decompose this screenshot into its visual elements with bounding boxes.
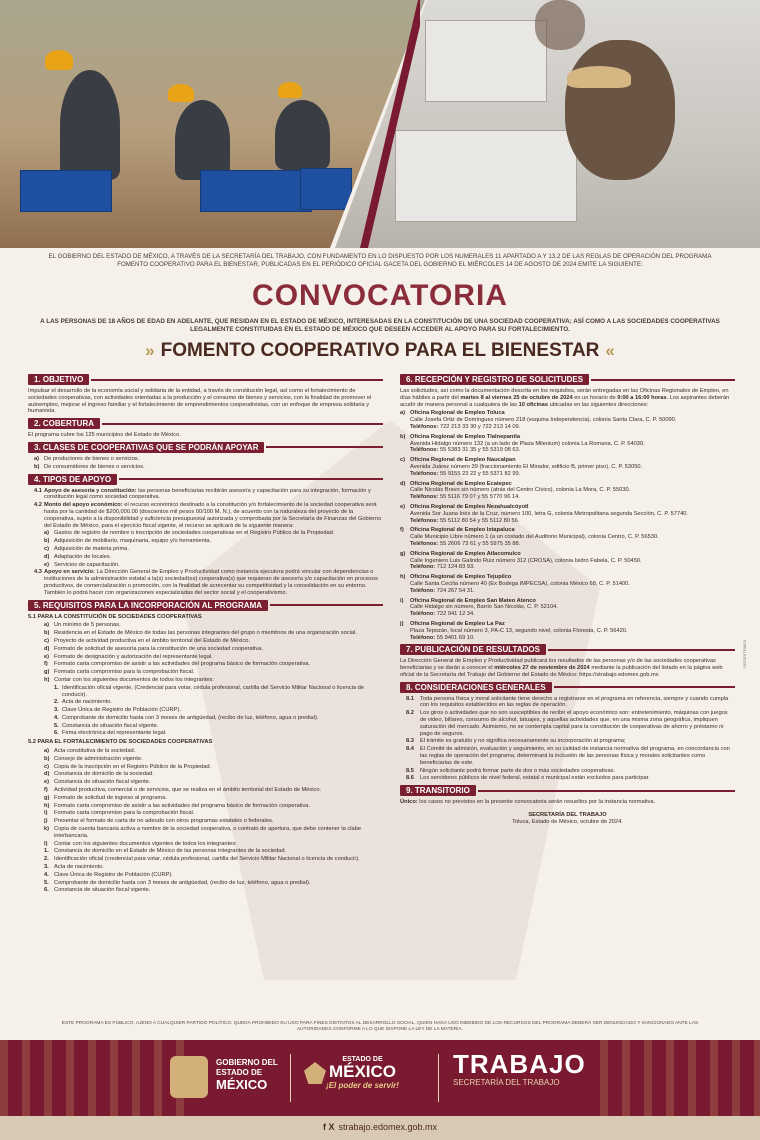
office-address: Avenida Sor Juana Inés de la Cruz, número 100, letra G, colonia Metropolitana segunda Sección, C. P. 57740.	[410, 510, 689, 517]
logo-text: MÉXICO	[328, 1062, 397, 1081]
header-photos	[0, 0, 760, 248]
office-phone: Teléfonos: 55 5383 31 35 y 55 5319 08 63.	[410, 447, 521, 454]
office-name: Oficina Regional de Empleo Tlalnepantla	[410, 433, 520, 440]
list-item: Constancia de situación fiscal vigente.	[54, 779, 151, 786]
section-label: 6. RECEPCIÓN Y REGISTRO DE SOLICITUDES	[400, 374, 589, 385]
office-phone: Teléfonos: 55 5112 80 54 y 55 5112 80 56.	[410, 517, 520, 524]
list-item: Consejo de administración vigente.	[54, 755, 143, 762]
section-clases: 3. CLASES DE COOPERATIVAS QUE SE PODRÁN APOYAR a) De productores de bienes o servicios. b) De consumidores de bienes o servicios.	[28, 442, 383, 471]
office-item: j) Oficina Regional de Empleo La Paz Plaza Tepozán, local número 3, PA-C 13, segundo nivel, colonia Floresta, C. P. 56420. Teléfono: 55 9401 69 10.	[400, 620, 628, 641]
section-label: 5. REQUISITOS PARA LA INCORPORACIÓN AL PROGRAMA	[28, 600, 268, 611]
office-item: f) Oficina Regional de Empleo Ixtapaluca Calle Municipio Libre número 1 (a un costado del Auditorio Municipal), colonia Centro, C. P. 56530. Teléfonos: 55 2606 73 61 y 55 5975 35 88.	[400, 527, 659, 547]
office-phone: Teléfonos: 55 2606 73 61 y 55 5975 35 88.	[410, 540, 521, 547]
list-item: Constancia de domicilio de la sociedad.	[54, 771, 154, 778]
consideration-item: 8.6 Los servidores públicos de nivel federal, estatal o municipal están excluidos para participar.	[406, 775, 650, 782]
social-icons[interactable]: f X	[322, 1122, 335, 1132]
consideration-item: 8.4 El Comité de admisión, evaluación y seguimiento, en su calidad de instancia normativa del programa, en concordancia con las reglas de operación del programa; determinará la inclusión de las personas física y morales solicitantes como beneficiarias de este.	[406, 746, 730, 766]
offices-list	[400, 410, 735, 641]
office-phone: Teléfonos: 55 5116 79 07 y 55 5770 96 14.	[410, 494, 520, 501]
list-item: Clave Única de Registro de Población (CURP).	[54, 871, 173, 878]
office-address: Calle Josefa Ortiz de Domínguez número 218 (esquina Independencia), colonia Santa Clara, C. P. 50090.	[410, 417, 677, 424]
chevron-left-icon: »	[145, 341, 155, 360]
office-address: Calle Santa Cecilia número 40 (Ex Bodega IMPECSA), colonia México 68, C. P. 51400.	[410, 580, 630, 587]
section-requisitos: 5. REQUISITOS PARA LA INCORPORACIÓN AL PROGRAMA 5.1 PARA LA CONSTITUCIÓN DE SOCIEDADES COOPERATIVAS a) Un mínimo de 5 personas. b) Residencia en el Estado de México de todas las personas integrantes del grupo o miembros de una organización social. c) Proyecto de actividad productiva en el ámbito territorial del Estado de México. d) Formato de solicitud de asesoría para la constitución de una sociedad cooperativa. e) Formato de designación y autorización del representante legal. f) Formato carta compromiso de asistir a las actividades del programa básico de formación cooperativa. g) Formato carta compromiso para la comprobación fiscal. h) Contar con los siguientes documentos de todos los integrantes: 1. Identificación oficial vigente, (Credencial para votar, cédula profesional, cartilla del Servicio Militar Nacional o licencia de conducir). 2. Acta de nacimiento. 3. Clave Única de Registro de Población (CURP). 4. Comprobante de domicilio hasta con 3 meses de antigüedad, (recibo de luz, teléfono, agua o predial). 5. Constancia de situación fiscal vigente. 6. Firma electrónica del representante legal. 5.2 PARA EL FORTALECIMIENTO DE SOCIEDADES COOPERATIVAS a) Acta constitutiva de la sociedad. b) Consejo de administración vigente. c) Copia de la inscripción en el Registro Público de la Propiedad. d) Constancia de domicilio de la sociedad. e) Constancia de situación fiscal vigente. f) Actividad productiva, comercial o de servicios, que se realiza en el ámbito territorial del Estado de México. g) Formato de solicitud de ingreso al programa. h) Formato carta compromiso de asistir a las actividades del programa básico de formación cooperativa. i) Formato carta compromiso para la comprobación fiscal. j) Presentar el formato de carta de no adeudo con otros programas estatales o federales. k) Copia de cuenta bancaria activa a nombre de la sociedad cooperativa, o contrato de apertura, que debe contener la clabe interbancaria. l) Contar con los siguientes documentos vigentes de todos los integrantes: 1. Constancia de domicilio en el Estado de México de las personas integrantes de la sociedad. 2. Identificación oficial (credencial para votar, cédula profesional, cartilla del Servicio Militar Nacional o licencia de conducir). 3. Acta de nacimiento. 4. Clave Única de Registro de Población (CURP). 5. Comprobante de domicilio hasta con 3 meses de antigüedad, (recibo de luz, teléfono, agua o predial). 6. Constancia de situación fiscal vigente.	[28, 600, 383, 895]
list-item: Acta de nacimiento.	[54, 864, 104, 871]
list-item: Copia de la inscripción en el Registro Público de la Propiedad.	[54, 763, 212, 770]
list-item: Comprobante de domicilio hasta con 3 meses de antigüedad, (recibo de luz, teléfono, agua o predial).	[62, 714, 319, 721]
section-text: La Dirección General de Empleo y Productividad publicará los resultados de las personas y/o de las sociedades cooperativas beneficiarias y se darán a conocer el miércoles 27 de noviembre de 2024 mediante la publicación del listado en la página web oficial de la Secretaría del Trabajo del Gobierno del Estado de México: https://strabajo.edomex.gob.mx	[400, 658, 723, 678]
section-text: Impulsar el desarrollo de la economía social y solidaria de la entidad, a través de constitución legal, así como el fortalecimiento de sociedades cooperativas, con actividades orientadas a la producción y el consumo de bienes y servicios, con la finalidad de promover el autoempleo, mejorar el ingreso familiar y el fortalecimiento de emprendimientos cooperativistas, con un enfoque de empresa solidaria y humanista.	[28, 388, 372, 415]
office-item: c) Oficina Regional de Empleo Naucalpan Avenida Juárez número 39 (fraccionamiento El Mirador, edificio B, primer piso), C. P. 53050. Teléfonos: 55 9155 23 22 y 55 5371 82 99.	[400, 457, 643, 477]
list-item: Formato carta compromiso para la comprobación fiscal.	[54, 810, 195, 817]
section-transitorio	[400, 785, 735, 806]
social-strip	[0, 1116, 760, 1140]
page-title: CONVOCATORIA	[252, 279, 508, 312]
logo-text: ESTADO DE	[216, 1068, 263, 1077]
list-item: De productores de bienes o servicios.	[44, 455, 140, 462]
section-label: 2. COBERTURA	[28, 418, 100, 429]
office-name: Oficina Regional de Empleo Atlacomulco	[410, 550, 521, 557]
office-name: Oficina Regional de Empleo Naucalpan	[410, 457, 516, 464]
list-item: Identificación oficial (credencial para votar, cédula profesional, cartilla del Servicio Militar Nacional o licencia de conducir).	[54, 856, 360, 863]
right-column	[400, 372, 735, 826]
item-lead: Apoyo de asesoría y constitución:	[44, 487, 137, 494]
office-address: Plaza Tepozán, local número 3, PA-C 13, segundo nivel, colonia Floresta, C. P. 56420.	[410, 627, 628, 634]
section-tipos-apoyo: 4. TIPOS DE APOYO 4.1 Apoyo de asesoría y constitución: las personas beneficiarias recibirán asesoría y capacitación para su integración, formación y constitución legal como sociedad cooperativa. 4.2 Monto del apoyo económico: el recurso económico destinado a la constitución y/o fortalecimiento de la sociedad cooperativa será hasta por la cantidad de $200,000.00 (doscientos mil pesos 00/100 M. N.), de acuerdo con la naturaleza del proyecto de la cooperativa, sujeto a la disponibilidad y suficiencia presupuestal autorizada y comprobada por la Secretaría de Finanzas del Gobierno del Estado de México, para el ejercicio fiscal vigente, el recurso se aplicará de la siguiente manera: a) Gastos de registro de nombre o inscripción de sociedades cooperativas en el Registro Público de la Propiedad. b) Adquisición de mobiliario, maquinaria, equipo y/o herramienta. c) Adquisición de materia prima. d) Adaptación de locales. e) Servicios de capacitación. 4.3 Apoyo en servicio: La Dirección General de Empleo y Productividad como instancia ejecutora podrá vincular con dependencias o instituciones de la administración estatal a la(s) sociedad(es) cooperativa(s) que requieran de asesoría y/o capacitación en procesos productivos, de comercialización o promoción, con la finalidad de acrecentar su competitividad y la consolidación en su entorno. También lo podrá hacer con organizaciones especializadas del sector social y el cooperativismo.	[28, 474, 383, 597]
consideration-item: 8.3 El trámite es gratuito y no significa necesariamente su incorporación al programa;	[406, 738, 626, 745]
side-code: DEGENTRIB03	[742, 640, 747, 668]
section-cobertura	[28, 418, 383, 439]
office-address: Avenida Hidalgo número 132 (a un lado de Plaza Milenium) colonia La Romana, C. P. 54030.	[410, 440, 645, 447]
logo-text: GOBIERNO DEL	[216, 1058, 278, 1067]
consideration-item: 8.2 Los giros o actividades que no son susceptibles de recibir el apoyo económico son: entretenimiento, máquinas con juegos de video, billares, consumo de alcohol, tatuajes, y aquellas actividades que, en una misma zona geográfica, impliquen saturación del mercado. Asimismo, no se contempla capital para la constitución de cooperativas de ahorro y préstamo ni pago de seguros.	[406, 710, 728, 737]
office-name: Oficina Regional de Empleo Tejupilco	[410, 574, 512, 581]
item-text: las personas beneficiarias recibirán asesoría y capacitación para su integración, formación y constitución legal como sociedad cooperativa.	[44, 487, 371, 501]
list-item: Formato de designación y autorización del representante legal.	[54, 653, 213, 660]
list-item: Formato carta compromiso de asistir a las actividades del programa básico de formación cooperativa.	[54, 661, 311, 668]
left-column	[28, 372, 383, 897]
office-address: Avenida Juárez número 39 (fraccionamiento El Mirador, edificio B, primer piso), C. P. 53050.	[410, 463, 643, 470]
gobierno-logo	[170, 1050, 280, 1106]
legal-footnote: ESTE PROGRAMA ES PÚBLICO, AJENO A CUALQUIER PARTIDO POLÍTICO. QUEDA PROHIBIDO SU USO PARA FINES DISTINTOS AL DESARROLLO SOCIAL. QUIEN HAGA USO INDEBIDO DE LOS RECURSOS DEL PROGRAMA DEBERÁ SER DENUNCIADO Y SANCIONADO ANTE LAS AUTORIDADES CONFORME A LO QUE DISPONE LA LEY DE LA MATERIA.	[61, 1021, 699, 1032]
section-label: 1. OBJETIVO	[28, 374, 89, 385]
list-item: Acta constitutiva de la sociedad.	[54, 748, 136, 755]
list-item: Servicios de capacitación.	[54, 561, 120, 568]
list-item: Residencia en el Estado de México de todas las personas integrantes del grupo o miembros de una organización social.	[54, 630, 357, 637]
office-name: Oficina Regional de Empleo Ixtapaluca	[410, 527, 515, 534]
signature-org: SECRETARÍA DEL TRABAJO	[528, 812, 607, 819]
item-lead: Monto del apoyo económico:	[44, 502, 123, 509]
list-item: Un mínimo de 5 personas.	[54, 622, 121, 629]
logo-text: ESTADO DE	[342, 1056, 383, 1063]
item-lead: Apoyo en servicio:	[44, 569, 95, 576]
logo-text: TRABAJO	[453, 1049, 586, 1079]
logo-text: MÉXICO	[216, 1077, 268, 1092]
office-item: h) Oficina Regional de Empleo Tejupilco Calle Santa Cecilia número 40 (Ex Bodega IMPECSA), colonia México 68, C. P. 51400. Teléfono: 724 267 54 31.	[400, 574, 630, 594]
office-name: Oficina Regional de Empleo La Paz	[410, 620, 505, 627]
list-item: Presentar el formato de carta de no adeudo con otros programas estatales o federales.	[54, 818, 274, 825]
logo-slogan: ¡El poder de servir!	[326, 1081, 399, 1090]
office-item: a) Oficina Regional de Empleo Toluca Calle Josefa Ortiz de Domínguez número 218 (esquina Independencia), colonia Santa Clara, C. P. 50090. Teléfonos: 722 213 33 30 y 722 213 14 09.	[400, 410, 677, 430]
list-item: Contar con los siguientes documentos vigentes de todos los integrantes:	[54, 840, 237, 847]
office-phone: Teléfono: 724 267 54 31.	[410, 587, 475, 594]
logo-text: SECRETARÍA DEL TRABAJO	[453, 1078, 560, 1087]
list-item: Constancia de situación fiscal vigente.	[62, 722, 159, 729]
list-item: Proyecto de actividad productiva en el ámbito territorial del Estado de México.	[54, 637, 251, 644]
edomex-logo	[300, 1050, 425, 1106]
coat-of-arms-icon	[170, 1056, 208, 1098]
list-item: Firma electrónica del representante legal.	[62, 730, 167, 737]
office-name: Oficina Regional de Empleo San Mateo Atenco	[410, 597, 536, 604]
signature-block	[400, 812, 735, 826]
section-label: 4. TIPOS DE APOYO	[28, 474, 117, 485]
list-item: Identificación oficial vigente, (Credencial para votar, cédula profesional, cartilla del Servicio Militar Nacional o licencia de conducir).	[62, 684, 364, 698]
list-item: Formato carta compromiso para la comprobación fiscal.	[54, 669, 195, 676]
office-phone: Teléfono: 712 124 83 93.	[410, 564, 475, 571]
program-title-text: FOMENTO COOPERATIVO PARA EL BIENESTAR	[160, 340, 600, 361]
office-item: g) Oficina Regional de Empleo Atlacomulco Calle Ingeniero Luis Galindo Ruiz número 312 (CROSA), colonia Isidro Fabela, C. P. 50450. Teléfono: 712 124 83 93.	[400, 550, 642, 571]
logos-bar	[0, 1040, 760, 1116]
list-item: Constancia de situación fiscal vigente.	[54, 887, 151, 894]
office-phone: Teléfonos: 55 9155 23 22 y 55 5371 82 99.	[410, 470, 521, 477]
office-address: Calle Nicolás Bravo sin número (atrás del Centro Cívico), colonia La Mora, C. P. 55030.	[410, 487, 631, 494]
office-name: Oficina Regional de Empleo Toluca	[410, 410, 505, 417]
section-label: 8. CONSIDERACIONES GENERALES	[400, 682, 552, 693]
section-text: El programa cubre los 125 municipios del Estado de México.	[28, 432, 181, 439]
office-name: Oficina Regional de Empleo Ecatepec	[410, 480, 512, 487]
list-item: Copia de cuenta bancaria activa a nombre de la sociedad cooperativa, o contrato de apertura, que debe contener la clabe interbancaria.	[54, 826, 362, 839]
section-text: Las solicitudes, así como la documentación descrita en los requisitos, serán entregadas en las Oficinas Regionales de Empleo, en días hábiles a partir del martes 8 al viernes 25 de octubre de 2024 en un horario de 9:00 a 16:00 horas. Los aspirantes deberán acudir de manera personal a cualquiera de las 10 oficinas ubicadas en las siguientes direcciones:	[400, 388, 730, 408]
item-text: el recurso económico destinado a la constitución y/o fortalecimiento de la sociedad cooperativa será hasta por la cantidad de $200,000.00 (doscientos mil pesos 00/100 M. N.), de acuerdo con la naturaleza del proyecto de la cooperativa, sujeto a la disponibilidad y suficiencia presupuestal autorizada y comprobada por la Secretaría de Finanzas del Gobierno del Estado de México, para el ejercicio fiscal vigente, el recurso se aplicará de la siguiente manera:	[44, 502, 382, 529]
section-publicacion	[400, 644, 735, 678]
list-item: Formato carta compromiso de asistir a las actividades del programa básico de formación cooperativa.	[54, 802, 311, 809]
office-phone: Teléfono: 722 941 12 34.	[410, 611, 475, 618]
program-title	[0, 340, 760, 362]
list-item: Adquisición de mobiliario, maquinaria, equipo y/o herramienta.	[54, 538, 212, 545]
intro-text: EL GOBIERNO DEL ESTADO DE MÉXICO, A TRAVÉS DE LA SECRETARÍA DEL TRABAJO, CON FUNDAMENTO EN LO DISPUESTO POR LOS NUMERALES 11 APARTADO A Y 13.2 DE LAS REGLAS DE OPERACIÓN DEL PROGRAMA FOMENTO COOPERATIVO PARA EL BIENESTAR, PUBLICADAS EN EL PERIÓDICO OFICIAL GACETA DEL GOBIERNO EL MIÉRCOLES 14 DE AGOSTO DE 2024 EMITE LA SIGUIENTE:	[48, 253, 712, 269]
office-phone: Teléfonos: 722 213 33 30 y 722 213 14 09.	[410, 423, 521, 430]
office-address: Calle Municipio Libre número 1 (a un costado del Auditorio Municipal), colonia Centro, C. P. 56530.	[410, 534, 659, 541]
list-item: Adquisición de materia prima.	[54, 545, 129, 552]
list-item: Formato de solicitud de ingreso al programa.	[54, 794, 167, 801]
office-item: b) Oficina Regional de Empleo Tlalnepantla Avenida Hidalgo número 132 (a un lado de Plaza Milenium) colonia La Romana, C. P. 54030. Teléfonos: 55 5383 31 35 y 55 5319 08 63.	[400, 433, 645, 454]
list-item: Clave Única de Registro de Población (CURP).	[62, 707, 181, 714]
section-label: 3. CLASES DE COOPERATIVAS QUE SE PODRÁN APOYAR	[28, 442, 264, 453]
subsection-title: 5.2 PARA EL FORTALECIMIENTO DE SOCIEDADES COOPERATIVAS	[28, 739, 213, 746]
list-item: Acta de nacimiento.	[62, 699, 112, 706]
list-item: Actividad productiva, comercial o de servicios, que se realiza en el ámbito territorial del Estado de México.	[54, 787, 322, 794]
section-recepcion	[400, 374, 735, 641]
office-item: e) Oficina Regional de Empleo Nezahualcóyotl Avenida Sor Juana Inés de la Cruz, número 100, letra G, colonia Metropolitana segunda Sección, C. P. 57740. Teléfonos: 55 5112 80 54 y 55 5112 80 56.	[400, 503, 689, 524]
consideration-item: 8.1 Toda persona física y moral solicitante tiene derecho a registrarse en el programa en referencia, siempre y cuando cumpla con los requisitos establecidos en las reglas de operación.	[406, 695, 729, 709]
office-item: d) Oficina Regional de Empleo Ecatepec Calle Nicolás Bravo sin número (atrás del Centro Cívico), colonia La Mora, C. P. 55030. Teléfonos: 55 5116 79 07 y 55 5770 96 14.	[400, 480, 631, 501]
signature-place: Toluca, Estado de México, octubre de 2024.	[512, 818, 623, 825]
item-text: La Dirección General de Empleo y Productividad como instancia ejecutora podrá vincular con dependencias o instituciones de la administración estatal a la(s) sociedad(es) cooperativa(s) que requieran de asesoría y/o capacitación en procesos productivos, de comercialización o promoción, con la finalidad de acrecentar su competitividad y la consolidación en su entorno. También lo podrá hacer con organizaciones especializadas del sector social y el cooperativismo.	[44, 569, 378, 596]
subsection-title: 5.1 PARA LA CONSTITUCIÓN DE SOCIEDADES COOPERATIVAS	[28, 613, 202, 620]
list-item: Formato de solicitud de asesoría para la constitución de una sociedad cooperativa.	[54, 645, 263, 652]
list-item: Gastos de registro de nombre o inscripción de sociedades cooperativas en el Registro Público de la Propiedad.	[54, 530, 335, 537]
chevron-right-icon: «	[605, 341, 615, 360]
office-name: Oficina Regional de Empleo Nezahualcóyotl	[410, 503, 529, 510]
consideration-item: 8.5 Ningún solicitante podrá formar parte de dos o más sociedades cooperativas.	[406, 767, 616, 774]
section-text: Único: los casos no previstos en la presente convocatoria serán resueltos por la instancia normativa.	[400, 799, 656, 806]
considerations-list	[400, 696, 735, 783]
list-item: Contar con los siguientes documentos de todos los integrantes:	[54, 676, 214, 683]
list-item: Adaptación de locales.	[54, 553, 112, 560]
section-objetivo	[28, 374, 383, 415]
trabajo-logo	[453, 1050, 603, 1106]
section-label: 9. TRANSITORIO	[400, 785, 476, 796]
office-address: Calle Ingeniero Luis Galindo Ruiz número 312 (CROSA), colonia Isidro Fabela, C. P. 50450.	[410, 557, 642, 564]
website-link[interactable]: strabajo.edomex.gob.mx	[338, 1122, 438, 1132]
office-address: Calle Hidalgo sin número, Barrio San Nicolás, C. P. 52104.	[410, 604, 558, 611]
list-item: Comprobante de domicilio hasta con 3 meses de antigüedad, (recibo de luz, teléfono, agua o predial).	[54, 879, 311, 886]
subtitle: A LAS PERSONAS DE 18 AÑOS DE EDAD EN ADELANTE, QUE RESIDAN EN EL ESTADO DE MÉXICO, INTERESADAS EN LA CONSTITUCIÓN DE UNA SOCIEDAD COOPERATIVA; ASÍ COMO A LAS SOCIEDADES COOPERATIVAS LEGALMENTE CONSTITUIDAS EN EL ESTADO DE MÉXICO QUE DESEEN ACCEDER AL APOYO PARA SU FORTALECIMIENTO.	[40, 318, 720, 333]
list-item: De consumidores de bienes o servicios.	[44, 463, 145, 470]
office-item: i) Oficina Regional de Empleo San Mateo Atenco Calle Hidalgo sin número, Barrio San Nicolás, C. P. 52104. Teléfono: 722 941 12 34.	[400, 597, 558, 618]
list-item: Constancia de domicilio en el Estado de México de las personas integrantes de la sociedad.	[54, 848, 287, 855]
section-label: 7. PUBLICACIÓN DE RESULTADOS	[400, 644, 546, 655]
section-consideraciones	[400, 682, 735, 783]
office-phone: Teléfono: 55 9401 69 10.	[410, 634, 475, 641]
